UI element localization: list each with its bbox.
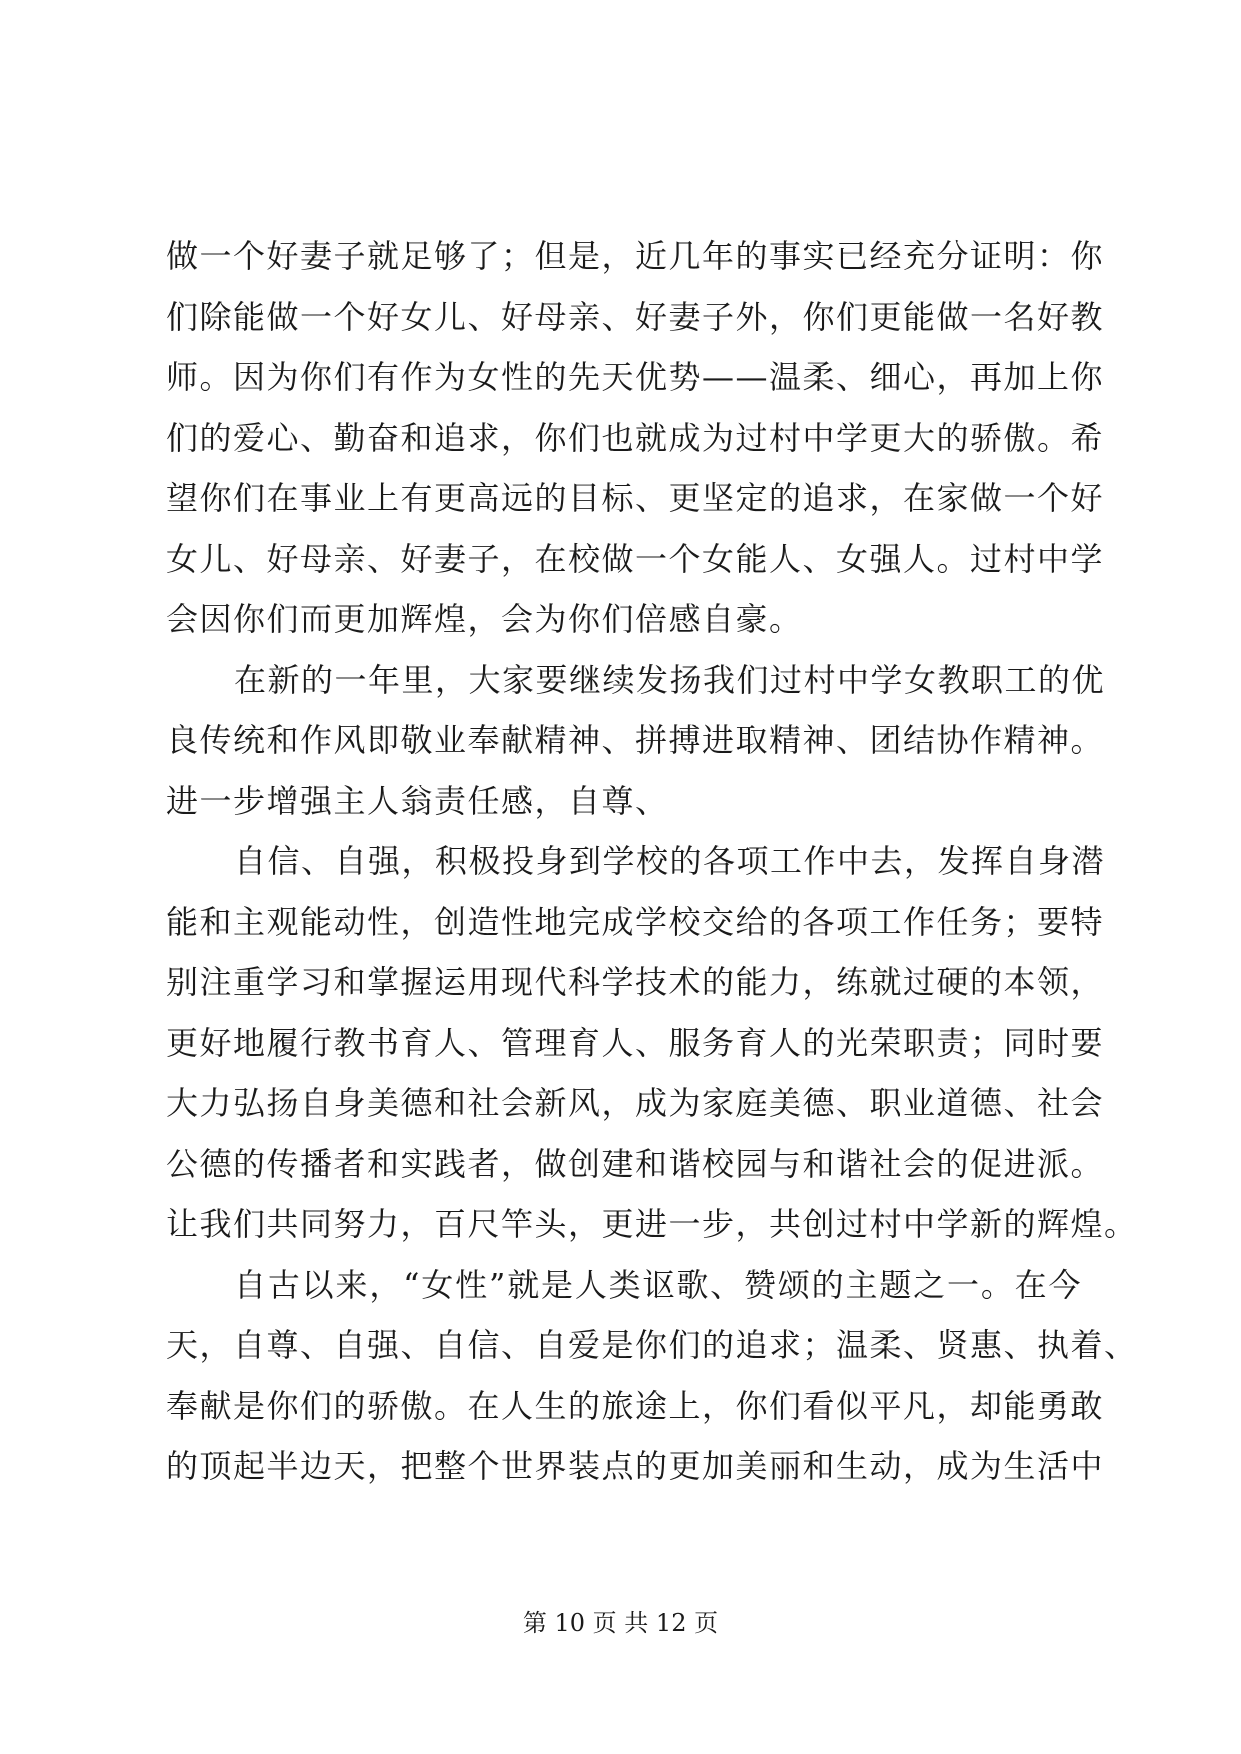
- page-footer: 第 10 页 共 12 页: [522, 1609, 719, 1637]
- text-line: 师。因为你们有作为女性的先天优势——温柔、细心，再加上你: [166, 358, 1105, 396]
- text-line: 别注重学习和掌握运用现代科学技术的能力，练就过硬的本领，: [166, 963, 1105, 1001]
- text-line: 女儿、好母亲、好妻子，在校做一个女能人、女强人。过村中学: [166, 539, 1105, 578]
- text-line: 良传统和作风即敬业奉献精神、拼搏进取精神、团结协作精神。: [166, 721, 1105, 759]
- text-line: 做一个好妻子就足够了；但是，近几年的事实已经充分证明：你: [166, 237, 1105, 275]
- text-line: 自古以来，“女性”就是人类讴歌、赞颂的主题之一。在今: [234, 1265, 1082, 1304]
- text-line: 会因你们而更加辉煌，会为你们倍感自豪。: [166, 600, 803, 638]
- text-line: 们的爱心、勤奋和追求，你们也就成为过村中学更大的骄傲。希: [166, 418, 1105, 457]
- text-line: 们除能做一个好女儿、好母亲、好妻子外，你们更能做一名好教: [166, 297, 1105, 336]
- text-line: 奉献是你们的骄傲。在人生的旅途上，你们看似平凡，却能勇敢: [166, 1386, 1105, 1425]
- text-line: 大力弘扬自身美德和社会新风，成为家庭美德、职业道德、社会: [166, 1084, 1105, 1122]
- text-line: 公德的传播者和实践者，做创建和谐校园与和谐社会的促进派。: [166, 1144, 1105, 1183]
- text-line: 能和主观能动性，创造性地完成学校交给的各项工作任务；要特: [166, 902, 1105, 941]
- body-text: [166, 226, 1138, 1497]
- text-line: 天，自尊、自强、自信、自爱是你们的追求；温柔、贤惠、执着、: [166, 1326, 1138, 1364]
- text-line: 望你们在事业上有更高远的目标、更坚定的追求，在家做一个好: [166, 479, 1105, 517]
- text-line: 进一步增强主人翁责任感，自尊、: [166, 781, 669, 820]
- text-line: 的顶起半边天，把整个世界装点的更加美丽和生动，成为生活中: [166, 1447, 1105, 1485]
- text-line: 自信、自强，积极投身到学校的各项工作中去，发挥自身潜: [234, 842, 1106, 880]
- text-line: 在新的一年里，大家要继续发扬我们过村中学女教职工的优: [234, 660, 1106, 699]
- text-line: 让我们共同努力，百尺竿头，更进一步，共创过村中学新的辉煌。: [166, 1205, 1138, 1243]
- text-line: 更好地履行教书育人、管理育人、服务育人的光荣职责；同时要: [166, 1023, 1105, 1062]
